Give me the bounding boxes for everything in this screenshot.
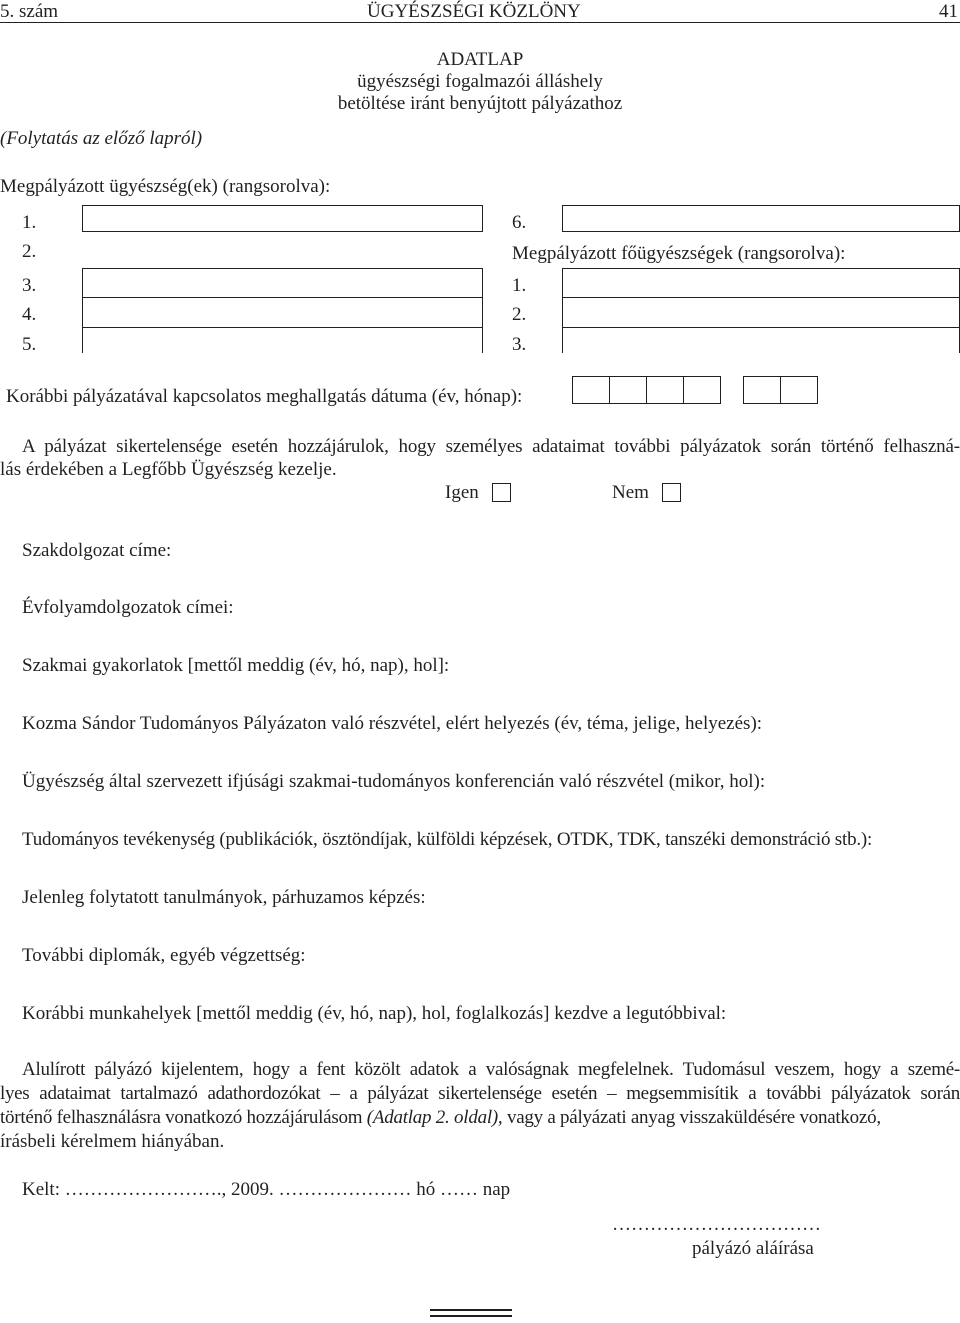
consent-yes-label: Igen: [445, 482, 479, 503]
office-number-2: 2.: [22, 241, 37, 262]
chief-offices-label: Megpályázott főügyészségek (rangsorolva):: [512, 243, 846, 264]
consent-text-line2: lás érdekében a Legfőbb Ügyészség kezelje.: [0, 459, 337, 480]
office-6-input[interactable]: [562, 205, 960, 232]
declaration-line3: [0, 1107, 960, 1130]
scientific-activity-label: Tudományos tevékenység (publikációk, ösztöndíjak, külföldi képzések, OTDK, TDK, tanszéki demonstráció stb.):: [22, 829, 873, 850]
chief-office-number-3: 3.: [512, 334, 527, 355]
youth-conference-label: Ügyészség által szervezett ifjúsági szakmai-tudományos konferencián való részvétel (mikor, hol):: [22, 771, 766, 792]
header-page-number: 41: [939, 1, 958, 22]
chief-office-1-input[interactable]: [562, 268, 960, 297]
form-subtitle-line1: ügyészségi fogalmazói álláshely: [357, 71, 603, 92]
consent-text-line1: A pályázat sikertelensége esetén hozzájárulok, hogy személyes adataimat további pályázatok során történő felhaszná-: [22, 436, 960, 457]
consent-yes-checkbox[interactable]: [492, 483, 511, 502]
end-rule-bottom: [430, 1315, 512, 1317]
declaration-line3-end: vagy a pályázati anyag visszaküldésére vonatkozó,: [502, 1107, 881, 1128]
office-number-4: 4.: [22, 304, 37, 325]
hearing-date-label: Korábbi pályázatával kapcsolatos meghallgatás dátuma (év, hónap):: [6, 386, 523, 407]
office-number-6: 6.: [512, 212, 527, 233]
header-section-number: 5. szám: [0, 1, 59, 22]
consent-no-label: Nem: [612, 482, 649, 503]
declaration-line1: Alulírott pályázó kijelentem, hogy a fent közölt adatok a valóságnak megfelelnek. Tudomásul veszem, hogy a szemé-: [22, 1059, 960, 1080]
signature-label: pályázó aláírása: [692, 1238, 814, 1259]
form-subtitle-line2: betöltése iránt benyújtott pályázathoz: [337, 93, 623, 114]
form-title: ADATLAP: [436, 49, 524, 70]
continuation-note: (Folytatás az előző lapról): [0, 128, 203, 149]
chief-office-number-2: 2.: [512, 304, 527, 325]
office-5-input[interactable]: [82, 327, 483, 353]
office-6-divider: [562, 231, 960, 232]
declaration-line4: írásbeli kérelmem hiányában.: [0, 1131, 225, 1152]
end-rule-top: [430, 1309, 512, 1311]
office-number-3: 3.: [22, 275, 37, 296]
declaration-line3-start: történő felhasználásra vonatkozó hozzájárulásom: [0, 1107, 367, 1128]
header-journal-title: ÜGYÉSZSÉGI KÖZLÖNY: [367, 1, 581, 22]
hearing-year-digit-1[interactable]: [572, 376, 610, 404]
consent-no-checkbox[interactable]: [662, 483, 681, 502]
thesis-title-label: Szakdolgozat címe:: [22, 540, 172, 561]
office-number-5: 5.: [22, 334, 37, 355]
office-1-2-divider: [82, 231, 483, 232]
applied-offices-label: Megpályázott ügyészség(ek) (rangsorolva):: [0, 176, 331, 197]
office-4-input[interactable]: [82, 297, 483, 327]
chief-office-2-input[interactable]: [562, 297, 960, 327]
declaration-line3-reference: (Adatlap 2. oldal),: [366, 1107, 503, 1128]
declaration-line2: lyes adataimat tartalmazó adathordozókat – a pályázat sikertelensége esetén – megsemmisítik a további pályázatok során: [0, 1083, 960, 1104]
place-date-line: Kelt: ……………………., 2009. ………………… hó …… nap: [22, 1179, 511, 1200]
hearing-year-digit-3[interactable]: [646, 376, 684, 404]
hearing-month-digit-2[interactable]: [780, 376, 818, 404]
office-1-input[interactable]: [82, 205, 483, 232]
office-3-input[interactable]: [82, 268, 483, 297]
signature-dots: ……………………………: [612, 1214, 821, 1235]
internships-label: Szakmai gyakorlatok [mettől meddig (év, hó, nap), hol]:: [22, 655, 450, 676]
other-degrees-label: További diplomák, egyéb végzettség:: [22, 945, 306, 966]
current-studies-label: Jelenleg folytatott tanulmányok, párhuzamos képzés:: [22, 887, 426, 908]
hearing-month-digit-1[interactable]: [743, 376, 781, 404]
chief-office-number-1: 1.: [512, 275, 527, 296]
kozma-competition-label: Kozma Sándor Tudományos Pályázaton való részvétel, elért helyezés (év, téma, jelige, helyezés):: [22, 713, 763, 734]
chief-office-3-input[interactable]: [562, 327, 960, 353]
previous-jobs-label: Korábbi munkahelyek [mettől meddig (év, hó, nap), hol, foglalkozás] kezdve a legutóbbival:: [22, 1003, 727, 1024]
hearing-year-digit-4[interactable]: [683, 376, 721, 404]
office-number-1: 1.: [22, 212, 37, 233]
header-divider: [0, 22, 960, 23]
hearing-year-digit-2[interactable]: [609, 376, 647, 404]
annual-papers-label: Évfolyamdolgozatok címei:: [22, 597, 234, 618]
